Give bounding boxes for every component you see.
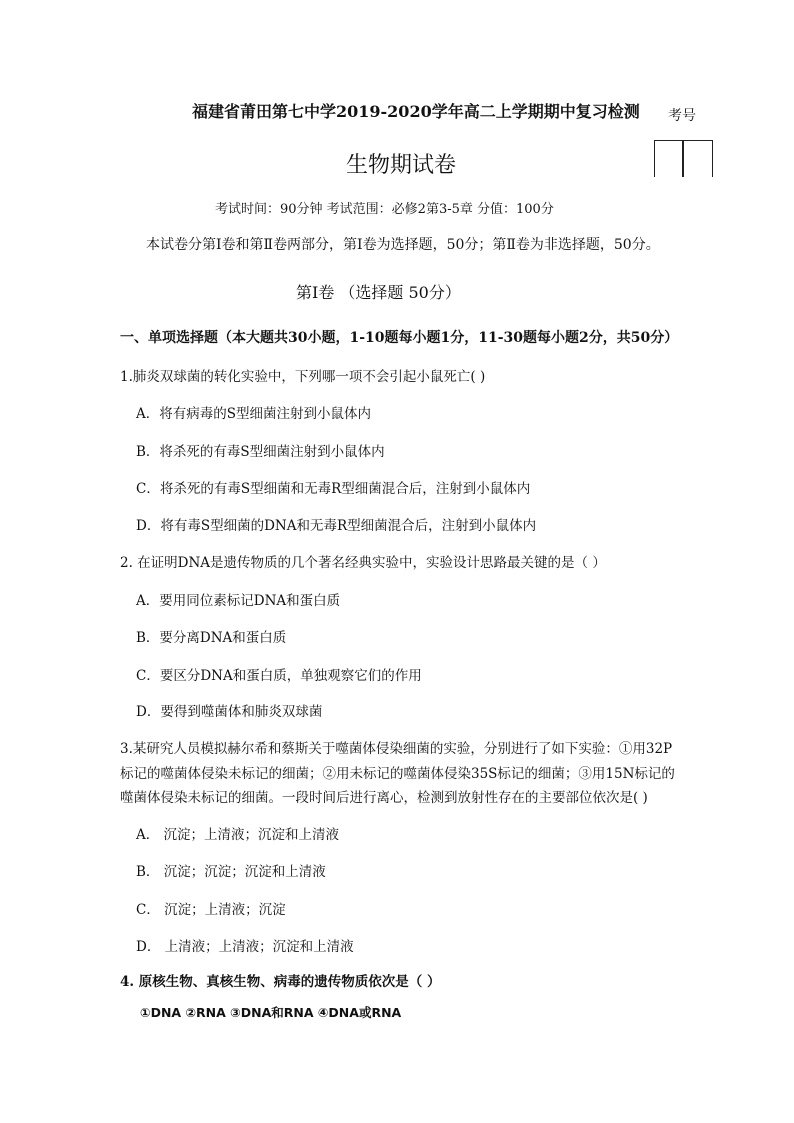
exam-info: 考试时间：90分钟 考试范围：必修2第3-5章 分值：100分 [215, 202, 554, 217]
question-4-stem: 4. 原核生物、真核生物、病毒的遗传物质依次是（ ） [120, 974, 441, 990]
question-2-option-b: B．要分离DNA和蛋白质 [136, 630, 287, 646]
question-1-option-c: C．将杀死的有毒S型细菌和无毒R型细菌混合后，注射到小鼠体内 [136, 481, 531, 497]
question-2-option-a: A．要用同位素标记DNA和蛋白质 [136, 593, 341, 609]
question-3-stem-line-2: 标记的噬菌体侵染未标记的细菌；②用未标记的噬菌体侵染35S标记的细菌；③用15N标记的 [120, 766, 675, 782]
question-3-stem-line-3: 噬菌体侵染未标记的细菌。一段时间后进行离心，检测到放射性存在的主要部位依次是( ) [120, 790, 648, 806]
section-title: 一、单项选择题（本大题共30小题，1-10题每小题1分，11-30题每小题2分，共50分） [120, 330, 679, 346]
part-title: 第Ⅰ卷 （选择题 50分） [296, 283, 461, 302]
school-title: 福建省莆田第七中学2019-2020学年高二上学期期中复习检测 [192, 102, 640, 121]
exam-number-label: 考号 [668, 108, 696, 124]
question-3-option-b: B． 沉淀；沉淀；沉淀和上清液 [136, 864, 326, 880]
question-3-option-d: D． 上清液；上清液；沉淀和上清液 [136, 939, 354, 955]
subject-title: 生物期试卷 [346, 153, 457, 178]
question-2-stem: 2. 在证明DNA是遗传物质的几个著名经典实验中，实验设计思路最关键的是（ ） [120, 555, 606, 571]
question-1-stem: 1.肺炎双球菌的转化实验中，下列哪一项不会引起小鼠死亡( ) [120, 369, 486, 385]
question-2-option-c: C．要区分DNA和蛋白质，单独观察它们的作用 [136, 668, 422, 684]
question-4-options: ①DNA ②RNA ③DNA和RNA ④DNA或RNA [140, 1005, 402, 1020]
question-3-option-a: A． 沉淀；上清液；沉淀和上清液 [136, 827, 340, 843]
question-2-option-d: D．要得到噬菌体和肺炎双球菌 [136, 704, 323, 720]
question-3-stem-line-1: 3.某研究人员模拟赫尔希和蔡斯关于噬菌体侵染细菌的实验，分别进行了如下实验：①用32P [120, 741, 673, 757]
question-3-option-c: C． 沉淀；上清液；沉淀 [136, 902, 286, 918]
question-1-option-d: D．将有毒S型细菌的DNA和无毒R型细菌混合后，注射到小鼠体内 [136, 518, 537, 534]
question-1-option-b: B．将杀死的有毒S型细菌注射到小鼠体内 [136, 444, 385, 460]
question-1-option-a: A．将有病毒的S型细菌注射到小鼠体内 [136, 406, 371, 422]
exam-number-box[interactable] [654, 140, 713, 177]
paper-intro: 本试卷分第Ⅰ卷和第Ⅱ卷两部分，第Ⅰ卷为选择题，50分；第Ⅱ卷为非选择题，50分。 [146, 237, 660, 253]
